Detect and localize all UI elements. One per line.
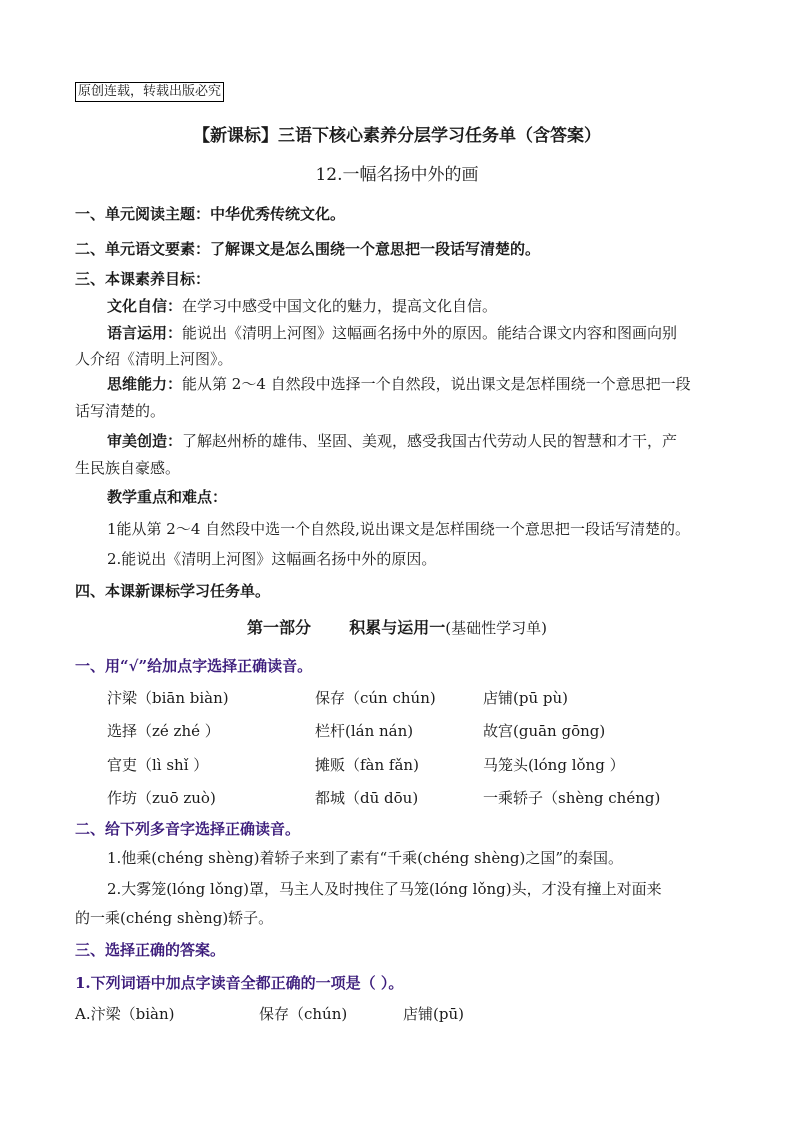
part-title: 积累与运用一 (349, 618, 446, 637)
option-a-word-2[interactable]: 保存（chún) (259, 1005, 348, 1023)
pinyin-choice[interactable]: 都城（dū dōu) (315, 789, 419, 807)
goal-text: 了解赵州桥的雄伟、坚固、美观，感受我国古代劳动人民的智慧和才干，产 (182, 432, 678, 450)
polyphone-sentence-2-cont[interactable]: 的一乘(chéng shèng)轿子。 (75, 909, 274, 927)
document-title: 【新课标】三语下核心素养分层学习任务单（含答案） (193, 126, 601, 146)
unit-language-element-value: 了解课文是怎么围绕一个意思把一段话写清楚的。 (210, 240, 541, 258)
goal-label: 审美创造： (107, 432, 183, 450)
question-2-heading: 二、给下列多音字选择正确读音。 (75, 820, 301, 838)
part-name: 第一部分 (247, 618, 312, 637)
goal-label: 思维能力： (107, 375, 183, 393)
goal-label: 语言运用： (107, 324, 183, 342)
lesson-title: 12.一幅名扬中外的画 (315, 165, 479, 185)
key-point-1: 1能从第 2～4 自然段中选一个自然段,说出课文是怎样围绕一个意思把一段话写清楚的。 (107, 520, 690, 538)
pinyin-choice[interactable]: 栏杆(lán nán) (315, 722, 414, 740)
part-one-heading (0, 615, 794, 638)
unit-language-element (75, 238, 540, 259)
goal-language-use (107, 322, 677, 343)
pinyin-choice[interactable]: 汴梁（biān biàn) (107, 689, 229, 707)
question-3-heading: 三、选择正确的答案。 (75, 941, 226, 959)
pinyin-choice[interactable]: 故宫(guān gōng) (483, 722, 606, 740)
pinyin-choice[interactable]: 作坊（zuō zuò) (107, 789, 216, 807)
polyphone-sentence-2[interactable]: 2.大雾笼(lóng lǒng)罩，马主人及时拽住了马笼(lóng lǒng)头，才没有撞上对面来 (107, 880, 662, 898)
question-1-heading: 一、用“√”给加点字选择正确读音。 (75, 657, 313, 675)
task-sheet-heading: 四、本课新课标学习任务单。 (75, 582, 271, 600)
goal-aesthetic (107, 430, 677, 451)
unit-language-element-label: 二、单元语文要素： (75, 240, 211, 258)
pinyin-choice[interactable]: 马笼头(lóng lǒng ） (483, 756, 625, 774)
part-note: (基础性学习单) (445, 619, 547, 637)
unit-reading-theme (75, 203, 345, 224)
goal-language-use-cont: 人介绍《清明上河图》。 (75, 350, 233, 368)
option-a-word-3[interactable]: 店铺(pū) (403, 1005, 464, 1023)
key-points-heading: 教学重点和难点： (107, 488, 228, 506)
goal-thinking-cont: 话写清楚的。 (75, 402, 166, 420)
goal-aesthetic-cont: 生民族自豪感。 (75, 459, 181, 477)
option-a-word-1[interactable]: A.汴梁（biàn) (75, 1005, 175, 1023)
literacy-goals-heading: 三、本课素养目标： (75, 270, 211, 288)
pinyin-choice[interactable]: 官吏（lì shǐ ） (107, 756, 209, 774)
key-point-2: 2.能说出《清明上河图》这幅画名扬中外的原因。 (107, 550, 437, 568)
pinyin-choice[interactable]: 保存（cún chún) (315, 689, 436, 707)
pinyin-choice[interactable]: 店铺(pū pù) (483, 689, 568, 707)
goal-text: 在学习中感受中国文化的魅力，提高文化自信。 (182, 297, 498, 315)
polyphone-sentence-1[interactable]: 1.他乘(chéng shèng)着轿子来到了素有“千乘(chéng shèng)之国”的秦国。 (107, 849, 623, 867)
pinyin-choice[interactable]: 一乘轿子（shèng chéng) (483, 789, 661, 807)
pinyin-choice[interactable]: 选择（zé zhé ） (107, 722, 220, 740)
pinyin-choice[interactable]: 摊贩（fàn fǎn) (315, 756, 419, 774)
question-3-item-1: 1.下列词语中加点字读音全都正确的一项是（ ）。 (75, 974, 404, 992)
copyright-stamp: 原创连载，转载出版必究 (75, 82, 224, 102)
unit-reading-theme-label: 一、单元阅读主题： (75, 205, 211, 223)
goal-text: 能说出《清明上河图》这幅画名扬中外的原因。能结合课文内容和图画向别 (182, 324, 678, 342)
unit-reading-theme-value: 中华优秀传统文化。 (210, 205, 346, 223)
goal-cultural-confidence (107, 295, 497, 316)
goal-thinking (107, 373, 691, 394)
goal-label: 文化自信： (107, 297, 183, 315)
goal-text: 能从第 2～4 自然段中选择一个自然段，说出课文是怎样围绕一个意思把一段 (182, 375, 691, 393)
